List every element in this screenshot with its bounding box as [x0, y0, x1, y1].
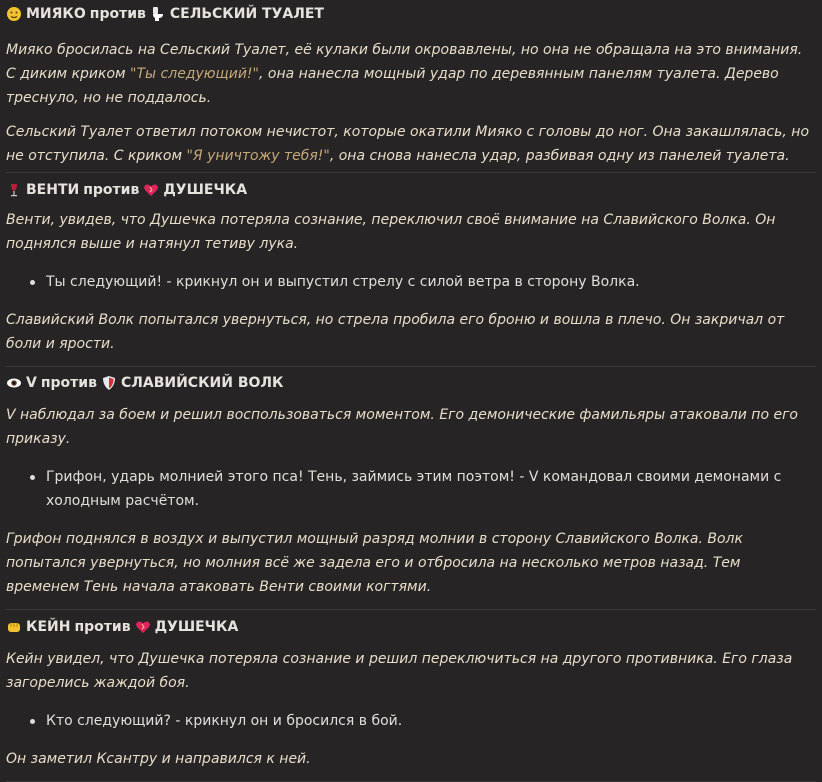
- narration-paragraph: [6, 38, 816, 110]
- narration-paragraph: Он заметил Ксантру и направился к ней.: [6, 751, 311, 767]
- face-icon: [6, 6, 22, 22]
- narration-paragraph: Грифон поднялся в воздух и выпустил мощный разряд молнии в сторону Славийского Волка. Волк попытался увернуться, но молния всё же задела его и отбросила на несколько метров назад. Тем временем Тень начала атаковать Венти своими когтями.: [6, 531, 743, 595]
- fighter-two-name: ДУШЕЧКА: [163, 182, 248, 198]
- battle-heading: [6, 178, 816, 202]
- dialogue-item: Грифон, ударь молнией этого пса! Тень, займись этим поэтом! - V командовал своими демонами с холодным расчётом.: [28, 465, 816, 513]
- fighter-two-name: СЕЛЬСКИЙ ТУАЛЕТ: [169, 6, 324, 22]
- dialogue-list: [6, 270, 816, 294]
- dialogue-list: [6, 465, 816, 513]
- fist-icon: [6, 619, 22, 635]
- battle-heading: [6, 371, 816, 395]
- narration-paragraph: V наблюдал за боем и решил воспользоваться моментом. Его демонические фамильяры атаковали по его приказу.: [6, 407, 798, 447]
- heart-icon: [143, 182, 159, 198]
- battle-section-4: [6, 610, 816, 771]
- battle-heading: [6, 2, 816, 26]
- battle-section-2: [6, 173, 816, 356]
- dialogue-item: Кто следующий? - крикнул он и бросился в бой.: [28, 709, 816, 733]
- narration-text: Мияко бросилась на Сельский Туалет, её кулаки были окровавлены, но она не обращала на это внимания. С диким криком: [6, 42, 803, 82]
- narration-text: , она снова нанесла удар, разбивая одну из панелей туалета.: [329, 148, 790, 164]
- narration-paragraph: [6, 120, 816, 168]
- quoted-shout: "Ты следующий!": [130, 66, 259, 82]
- versus-label: против: [89, 6, 146, 22]
- narration-paragraph: Кейн увидел, что Душечка потеряла сознание и решил переключиться на другого противника. Его глаза загорелись жаждой боя.: [6, 651, 793, 691]
- narration-paragraph: Венти, увидев, что Душечка потеряла сознание, переключил своё внимание на Славийского Волка. Он поднялся выше и натянул тетиву лука.: [6, 212, 776, 252]
- battle-section-3: [6, 367, 816, 599]
- dialogue-list: [6, 709, 816, 733]
- fighter-one-name: ВЕНТИ: [26, 182, 80, 198]
- versus-label: против: [40, 375, 97, 391]
- eye-icon: [6, 375, 22, 391]
- fighter-two-name: ДУШЕЧКА: [154, 619, 239, 635]
- narration-text: , она нанесла мощный удар по деревянным панелям туалета. Дерево треснуло, но не поддалось.: [6, 66, 779, 106]
- fighter-one-name: V: [26, 375, 37, 391]
- versus-label: против: [83, 182, 140, 198]
- narration-text: Сельский Туалет ответил потоком нечистот, которые окатили Мияко с головы до ног. Она закашлялась, но не отступила. С криком: [6, 124, 810, 164]
- fighter-one-name: МИЯКО: [26, 6, 86, 22]
- heart-icon: [135, 619, 151, 635]
- wine-glass-icon: [6, 182, 22, 198]
- versus-label: против: [74, 619, 131, 635]
- toilet-icon: [150, 6, 166, 22]
- shield-icon: [101, 375, 117, 391]
- fighter-two-name: СЛАВИЙСКИЙ ВОЛК: [120, 375, 284, 391]
- battle-section-1: [6, 0, 816, 168]
- fighter-one-name: КЕЙН: [26, 619, 71, 635]
- dialogue-item: Ты следующий! - крикнул он и выпустил стрелу с силой ветра в сторону Волка.: [28, 270, 816, 294]
- narration-paragraph: Славийский Волк попытался увернуться, но стрела пробила его броню и вошла в плечо. Он закричал от боли и ярости.: [6, 312, 785, 352]
- battle-heading: [6, 615, 816, 639]
- quoted-shout: "Я уничтожу тебя!": [186, 148, 330, 164]
